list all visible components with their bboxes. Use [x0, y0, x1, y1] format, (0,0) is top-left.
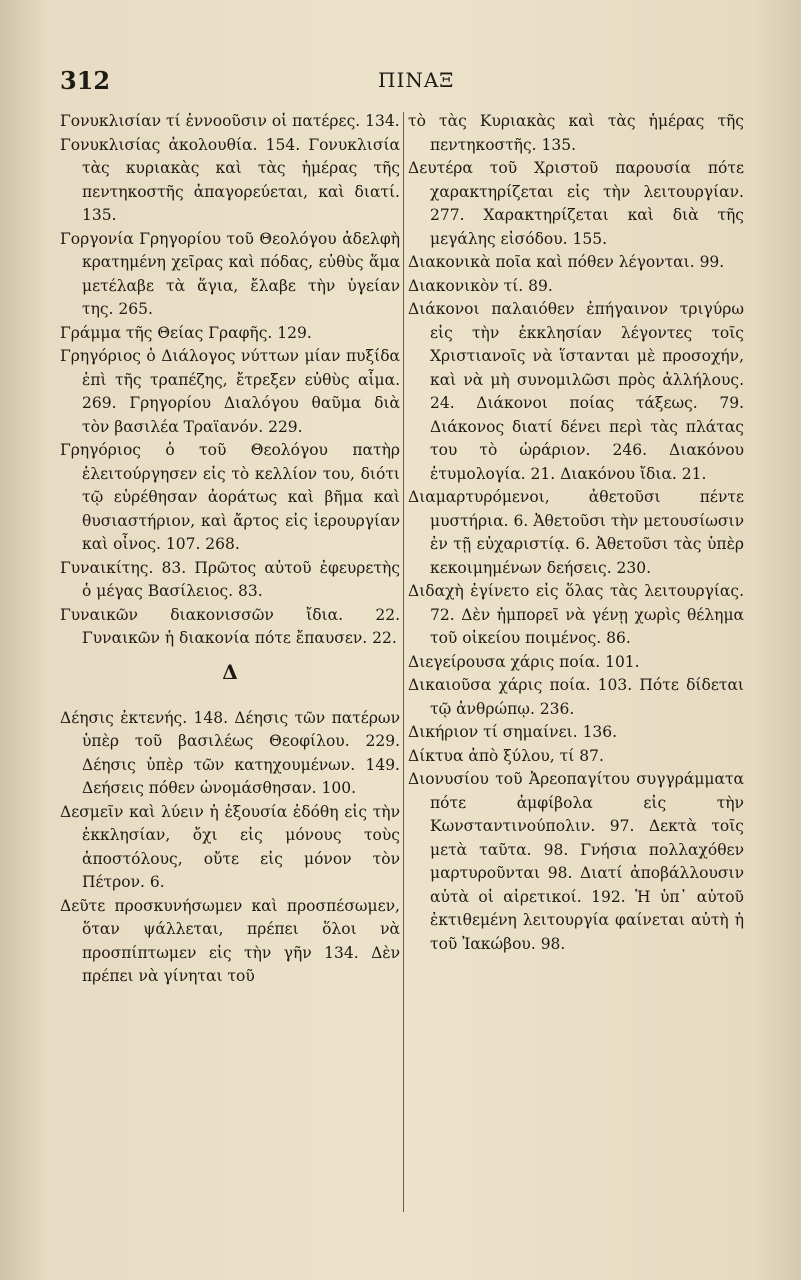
entries-before-letter [60, 110, 400, 651]
index-entry: Γυναικῶν διακονισσῶν ἴδια. 22. Γυναικῶν ἡ διακονία πότε ἔπαυσεν. 22. [60, 605, 400, 647]
index-entry: Διακονικὰ ποῖα καὶ πόθεν λέγονται. 99. [408, 253, 725, 271]
index-entry: Διεγείρουσα χάρις ποία. 101. [408, 652, 640, 671]
index-entry: Γρηγόριος ὁ τοῦ Θεολόγου πατὴρ ἐλειτούργησεν εἰς τὸ κελλίον του, διότι τῷ εὑρέθησαν ἀοράτως καὶ βῆμα καὶ θυσιαστήριον, καὶ ἄρτος εἰς ἱερουργίαν καὶ οἶνος. 107. 268. [60, 441, 400, 553]
index-entry: Δίκτυα ἀπὸ ξύλου, τί 87. [408, 746, 604, 765]
index-entry: Δευτέρα τοῦ Χριστοῦ παρουσία πότε χαρακτηρίζεται εἰς τὴν λειτουργίαν. 277. Χαρακτηρίζεται καὶ διὰ τῆς μεγάλης εἰσόδου. 155. [408, 159, 744, 248]
index-entry: Γοργονία Γρηγορίου τοῦ Θεολόγου ἀδελφὴ κρατημένη χεῖρας καὶ πόδας, εὐθὺς ἅμα μετέλαβε τὰ ἅγια, ἔλαβε τὴν ὑγείαν της. 265. [60, 229, 400, 318]
index-entry: Διαμαρτυρόμενοι, ἀθετοῦσι πέντε μυστήρια. 6. Ἀθετοῦσι τὴν μετουσίωσιν ἐν τῇ εὐχαριστίᾳ. 6. Ἀθετοῦσι τὰς ὑπὲρ κεκοιμημένων δεήσεις. 230. [408, 488, 744, 577]
index-entry: Δικήριον τί σημαίνει. 136. [408, 723, 618, 741]
index-entry: Γρηγόριος ὁ Διάλογος νύττων μίαν πυξίδα ἐπὶ τῆς τραπέζης, ἔτρεξεν εὐθὺς αἷμα. 269. Γρηγορίου Διαλόγου θαῦμα διὰ τὸν βασιλέα Τραϊανόν. 229. [60, 347, 400, 436]
entries-after-letter [60, 707, 400, 989]
left-column [60, 110, 400, 989]
running-head: ΠΙΝΑΞ [378, 68, 455, 92]
index-entry: Δεσμεῖν καὶ λύειν ἡ ἐξουσία ἐδόθη εἰς τὴν ἐκκλησίαν, ὄχι εἰς μόνους τοὺς ἀποστόλους, οὔτε εἰς μόνον τὸν Πέτρον. 6. [60, 802, 400, 891]
index-entry: Διακονικὸν τί. 89. [408, 276, 553, 295]
index-entry: Διδαχὴ ἐγίνετο εἰς ὅλας τὰς λειτουργίας. 72. Δὲν ἠμπορεῖ νὰ γένῃ χωρὶς θέλημα τοῦ οἰκείου ποιμένος. 86. [408, 582, 744, 647]
index-entry: Γονυκλισίας ἀκολουθία. 154. Γονυκλισία τὰς κυριακὰς καὶ τὰς ἡμέρας τῆς πεντηκοστῆς ἀπαγορεύεται, καὶ διατί. 135. [60, 135, 400, 224]
index-entry: Γράμμα τῆς Θείας Γραφῆς. 129. [60, 323, 312, 342]
page-number: 312 [60, 66, 111, 95]
index-entry: Δέησις ἐκτενής. 148. Δέησις τῶν πατέρων ὑπὲρ τοῦ βασιλέως Θεοφίλου. 229. Δέησις ὑπὲρ τῶν κατηχουμένων. 149. Δεήσεις πόθεν ὠνομάσθησαν. 100. [60, 708, 400, 797]
section-letter: Δ [222, 659, 238, 684]
index-entry: Γυναικίτης. 83. Πρῶτος αὐτοῦ ἐφευρετὴς ὁ μέγας Βασίλειος. 83. [60, 558, 400, 600]
page-header [60, 66, 740, 98]
index-entry: Δικαιοῦσα χάρις ποία. 103. Πότε δίδεται τῷ ἀνθρώπῳ. 236. [408, 676, 744, 718]
right-column [408, 110, 744, 956]
column-divider [403, 112, 404, 1212]
index-entry: Διονυσίου τοῦ Ἀρεοπαγίτου συγγράμματα πότε ἀμφίβολα εἰς τὴν Κωνσταντινούπολιν. 97. Δεκτὰ τοῖς μετὰ ταῦτα. 98. Γνήσια πολλαχόθεν μαρτυροῦνται 98. Διατί ἀποβάλλουσιν αὐτὰ οἱ αἱρετικοί. 192. Ἡ ὑπ᾽ αὐτοῦ ἐκτιθεμένη λειτουργία φαίνεται αὐτὴ ἡ τοῦ Ἰακώβου. 98. [408, 770, 744, 953]
index-entry: Γονυκλισίαν τί ἐννοοῦσιν οἱ πατέρες. 134. [60, 112, 400, 130]
index-entry: Διάκονοι παλαιόθεν ἐπήγαινον τριγύρω εἰς τὴν ἐκκλησίαν λέγοντες τοῖς Χριστιανοῖς νὰ ἵστανται μὲ προσοχήν, καὶ νὰ μὴ συνομιλῶσι πρὸς ἀλλήλους. 24. Διάκονοι ποίας τάξεως. 79. Διάκονος διατί δένει περὶ τὰς πλάτας του τὸ ὠράριον. 246. Διακόνου ἐτυμολογία. 21. Διακόνου ἴδια. 21. [408, 300, 744, 483]
index-entry: Δεῦτε προσκυνήσωμεν καὶ προσπέσωμεν, ὅταν ψάλλεται, πρέπει ὅλοι νὰ προσπίπτωμεν εἰς τὴν γῆν 134. Δὲν πρέπει νὰ γίνηται τοῦ [60, 896, 400, 985]
index-entry: τὸ τὰς Κυριακὰς καὶ τὰς ἡμέρας τῆς πεντηκοστῆς. 135. [408, 112, 744, 154]
